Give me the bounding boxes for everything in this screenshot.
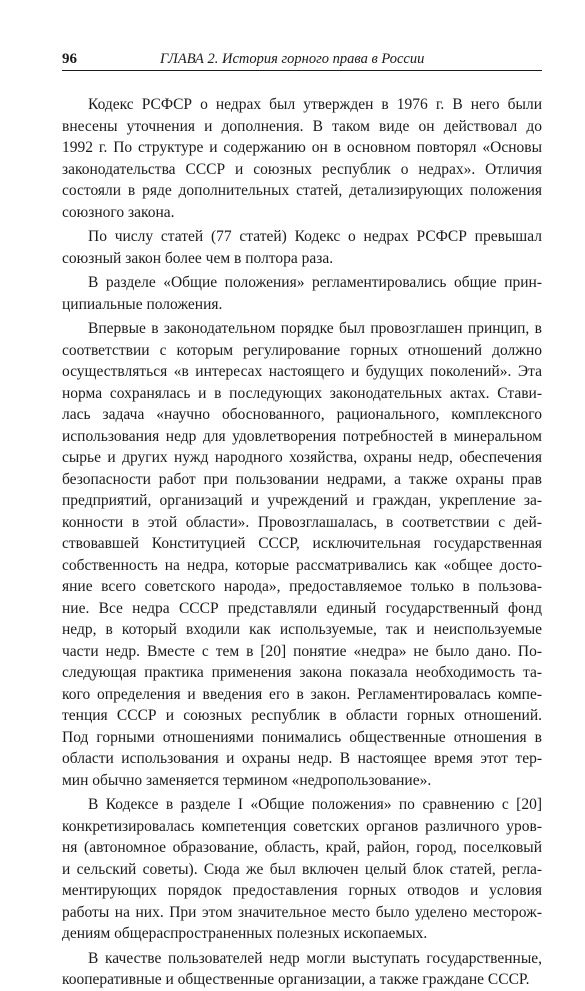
text-line: использования недр для удовлетворения потребностей в минеральном — [62, 427, 542, 445]
text-line: По числу статей (77 статей) Кодекс о недрах РСФСР превышал — [88, 228, 542, 245]
text-line: конности в этой области». Провозглашалась, в соответствии с дей- — [62, 513, 542, 531]
paragraph — [62, 318, 542, 791]
paragraph — [62, 794, 542, 945]
text-line: В разделе «Общие положения» регламентировались общие прин- — [88, 274, 542, 291]
header-rule — [62, 70, 542, 71]
text-line: ципиальные положения. — [62, 295, 223, 313]
running-head: ГЛАВА 2. История горного права в России — [160, 51, 425, 67]
text-line: лась задача «научно обоснованного, рационального, комплексного — [62, 406, 542, 423]
text-line: состояли в ряде дополнительных статей, детализирующих положения — [62, 182, 542, 199]
text-line: В качестве пользователей недр могли выступать государственные, — [88, 949, 542, 967]
page-number: 96 — [62, 51, 77, 67]
text-line: и сельский советы). Сюда же был включен целый блок статей, регла- — [62, 860, 542, 878]
text-line: внесены уточнения и дополнения. В таком виде он действовал до — [62, 117, 542, 135]
text-line: Впервые в законодательном порядке был провозглашен принцип, в — [88, 320, 542, 337]
paragraph — [62, 226, 542, 269]
text-line: мин обычно заменяется термином «недропользование». — [62, 771, 432, 789]
paragraph — [62, 272, 542, 315]
text-line: норма сохранялась и в последующих законодательных актах. Стави- — [62, 384, 542, 402]
text-line: ствовавшей Конституцией СССР, исключительная государственная — [62, 535, 542, 552]
text-line: области использования и охраны недр. В настоящее время этот тер- — [62, 750, 542, 767]
text-line: Под горными отношениями понимались общественные отношения в — [62, 728, 542, 746]
text-line: законодательства СССР и союзных республик о недрах». Отличия — [62, 160, 542, 178]
paragraph — [62, 948, 542, 991]
text-line: соответствии с которым регулирование горных отношений должно — [62, 341, 542, 359]
text-line: работы на них. При этом значительное место было уделено месторож- — [62, 903, 542, 921]
text-line: В Кодексе в разделе I «Общие положения» по сравнению с [20] — [88, 796, 542, 813]
text-line: ня (автономное образование, область, край, район, город, поселковый — [62, 839, 542, 856]
text-line: союзного закона. — [62, 203, 175, 221]
text-line: кооперативные и общественные организации, а также граждане СССР. — [62, 971, 530, 988]
text-line: следующая практика применения закона показала необходимость та- — [62, 664, 542, 681]
page-header — [62, 50, 542, 72]
text-line: яние всего советского народа», предоставляемое только в пользова- — [62, 578, 542, 595]
text-line: кого определения и введения его в закон. Регламентировалась компе- — [62, 685, 542, 703]
text-line: тенция СССР и союзных республик в области горных отношений. — [62, 707, 542, 724]
text-line: ние. Все недра СССР представляли единый государственный фонд — [62, 599, 542, 617]
text-line: сырье и других нужд народного хозяйства, охраны недр, обеспечения — [62, 449, 542, 466]
text-line: Кодекс РСФСР о недрах был утвержден в 1976 г. В него были — [88, 96, 542, 113]
text-line: собственность на недра, которые рассматривались как «общее досто- — [62, 556, 542, 574]
body-text — [62, 94, 542, 991]
text-line: союзный закон более чем в полтора раза. — [62, 249, 334, 267]
paragraph — [62, 94, 542, 223]
text-line: безопасности работ при пользовании недрами, а также охраны прав — [62, 470, 542, 488]
text-line: части недр. Вместе с тем в [20] понятие «недра» не было дано. По- — [62, 642, 542, 660]
text-line: предприятий, организаций и учреждений и граждан, укрепление за- — [62, 492, 542, 509]
text-line: недр, в который входили как используемые, так и неиспользуемые — [62, 621, 542, 638]
text-line: конкретизировалась компетенция советских органов различного уров- — [62, 817, 542, 835]
text-line: осуществляться «в интересах настоящего и будущих поколений». Эта — [62, 363, 542, 380]
text-line: ментирующих порядок предоставления горных отводов и условия — [62, 882, 542, 899]
text-line: дениям общераспространенных полезных ископаемых. — [62, 925, 428, 942]
text-line: 1992 г. По структуре и содержанию он в основном повторял «Основы — [62, 139, 542, 156]
